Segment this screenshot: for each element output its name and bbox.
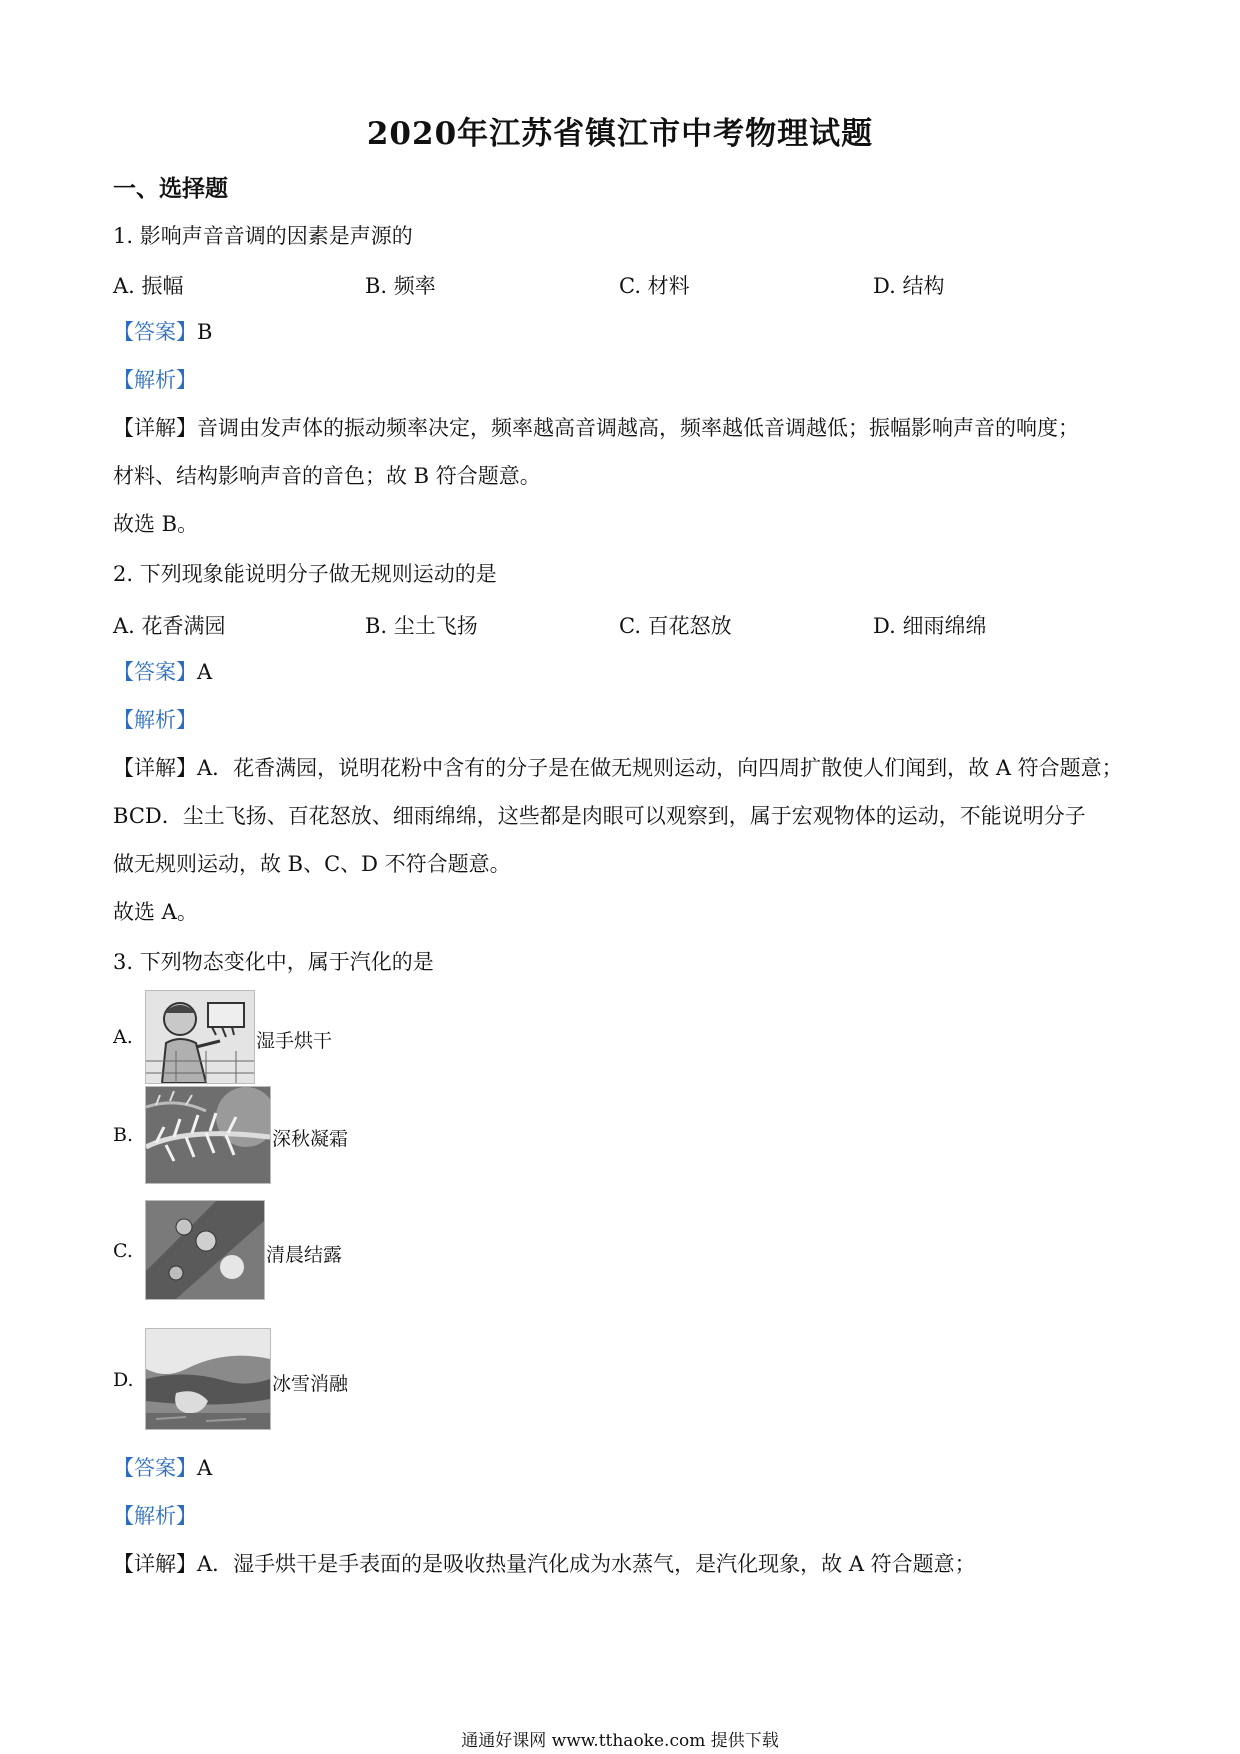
q1-option-d: D. 结构 [873,274,945,298]
section-heading: 一、选择题 [113,175,228,202]
q3-option-d-letter: D. [113,1369,134,1391]
answer-tag: 【答案】 [113,660,197,684]
q2-option-c: C. 百花怒放 [619,614,732,638]
q2-analysis-tag: 【解析】 [113,708,197,732]
q1-option-c: C. 材料 [619,274,690,298]
q3-option-d-caption: 冰雪消融 [272,1373,349,1395]
q3-option-a-letter: A. [113,1026,133,1048]
dew-drops-image [145,1200,265,1300]
detail-text: A．湿手烘干是手表面的是吸收热量汽化成为水蒸气，是汽化现象，故 A 符合题意； [197,1552,976,1576]
q3-option-c-letter: C. [113,1240,133,1262]
answer-tag: 【答案】 [113,1456,197,1480]
q3-detail-line-1 [113,1550,976,1578]
q1-conclusion: 故选 B。 [113,512,199,536]
q2-option-a: A. 花香满园 [113,614,226,638]
q1-option-b: B. 频率 [365,274,436,298]
detail-tag: 【详解】 [113,1552,197,1576]
page-footer: 通通好课网 www.tthaoke.com 提供下载 [461,1731,779,1751]
q1-detail-line-2: 材料、结构影响声音的音色；故 B 符合题意。 [113,464,541,488]
q2-answer [113,658,212,686]
q3-option-c-caption: 清晨结露 [266,1244,343,1266]
answer-value: B [197,320,213,344]
q2-option-b: B. 尘土飞扬 [365,614,478,638]
detail-text: A．花香满园，说明花粉中含有的分子是在做无规则运动，向四周扩散使人们闻到，故 A 符合题意； [197,756,1123,780]
detail-text: 音调由发声体的振动频率决定，频率越高音调越高，频率越低音调越低；振幅影响声音的响度； [197,416,1079,440]
q3-option-b-letter: B. [113,1124,134,1146]
melting-snow-image [145,1328,271,1430]
q2-option-d: D. 细雨绵绵 [873,614,987,638]
q1-option-a: A. 振幅 [113,274,184,298]
q3-answer [113,1454,212,1482]
q1-detail-line-1 [113,414,1079,442]
q2-detail-line-2: BCD．尘土飞扬、百花怒放、细雨绵绵，这些都是肉眼可以观察到，属于宏观物体的运动，不能说明分子 [113,804,1086,828]
q2-detail-line-3: 做无规则运动，故 B、C、D 不符合题意。 [113,852,511,876]
q3-analysis-tag: 【解析】 [113,1504,197,1528]
answer-tag: 【答案】 [113,320,197,344]
answer-value: A [197,1456,213,1480]
q2-detail-line-1 [113,754,1123,782]
q2-conclusion: 故选 A。 [113,900,198,924]
detail-tag: 【详解】 [113,756,197,780]
q1-answer [113,318,212,346]
q1-stem: 1. 影响声音音调的因素是声源的 [113,224,413,248]
q2-stem: 2. 下列现象能说明分子做无规则运动的是 [113,562,497,586]
detail-tag: 【详解】 [113,416,197,440]
hand-dryer-image [145,990,255,1084]
answer-value: A [197,660,213,684]
page-title: 2020年江苏省镇江市中考物理试题 [366,116,874,152]
q3-stem: 3. 下列物态变化中，属于汽化的是 [113,950,434,974]
frost-branch-image [145,1086,271,1184]
q1-analysis-tag: 【解析】 [113,368,197,392]
q3-option-b-caption: 深秋凝霜 [272,1128,349,1150]
q3-option-a-caption: 湿手烘干 [256,1030,333,1052]
